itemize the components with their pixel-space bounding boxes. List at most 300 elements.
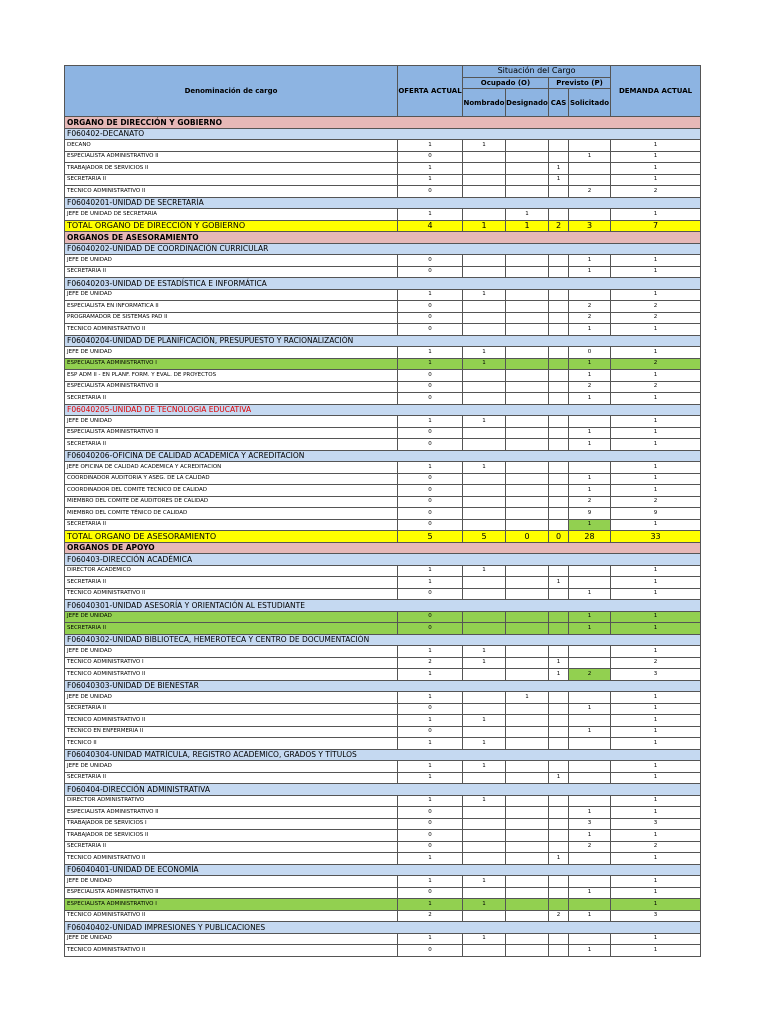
nombrado-cell: 1 bbox=[463, 738, 506, 750]
solicitado-cell: 0 bbox=[569, 347, 611, 359]
table-row bbox=[65, 496, 701, 508]
cas-cell bbox=[549, 945, 569, 957]
demanda-cell: 1 bbox=[611, 370, 701, 382]
designado-cell bbox=[506, 473, 549, 485]
cargo-label: TECNICO ADMINISTRATIVO II bbox=[65, 324, 398, 336]
cargo-label: COORDINADOR DEL COMITE TECNICO DE CALIDAD bbox=[65, 485, 398, 497]
nombrado-cell bbox=[463, 772, 506, 784]
cas-cell: 2 bbox=[549, 910, 569, 922]
table-row bbox=[65, 945, 701, 957]
unit-label: F06040304-UNIDAD MATRÍCULA, REGISTRO ACADÉMICO, GRADOS Y TÍTULOS bbox=[65, 749, 701, 761]
solicitado-cell bbox=[569, 795, 611, 807]
nombrado-cell bbox=[463, 209, 506, 221]
cas-cell bbox=[549, 209, 569, 221]
nombrado-cell bbox=[463, 255, 506, 267]
solicitado-cell: 9 bbox=[569, 508, 611, 520]
unit-label: F060403-DIRECCIÓN ACADÉMICA bbox=[65, 554, 701, 566]
oferta-cell: 1 bbox=[398, 853, 463, 865]
table-row bbox=[65, 312, 701, 324]
oferta-cell: 1 bbox=[398, 462, 463, 474]
header-nombrado: Nombrado bbox=[463, 89, 506, 117]
table-row bbox=[65, 818, 701, 830]
solicitado-cell: 1 bbox=[569, 945, 611, 957]
solicitado-cell: 1 bbox=[569, 427, 611, 439]
oferta-cell: 0 bbox=[398, 324, 463, 336]
nombrado-cell: 1 bbox=[463, 761, 506, 773]
demanda-cell: 1 bbox=[611, 174, 701, 186]
cargo-label: MIEMBRO DEL COMITE DE AUDITORES DE CALIDAD bbox=[65, 496, 398, 508]
nombrado-cell bbox=[463, 611, 506, 623]
solicitado-cell bbox=[569, 209, 611, 221]
nombrado-cell: 1 bbox=[463, 289, 506, 301]
cas-cell bbox=[549, 899, 569, 911]
oferta-cell: 0 bbox=[398, 439, 463, 451]
oferta-cell: 1 bbox=[398, 738, 463, 750]
designado-cell bbox=[506, 163, 549, 175]
solicitado-cell: 1 bbox=[569, 439, 611, 451]
solicitado-cell: 1 bbox=[569, 255, 611, 267]
oferta-cell: 0 bbox=[398, 186, 463, 198]
cargo-label: TECNICO ADMINISTRATIVO II bbox=[65, 588, 398, 600]
nombrado-cell bbox=[463, 186, 506, 198]
designado-cell bbox=[506, 565, 549, 577]
total-row bbox=[65, 531, 701, 543]
solicitado-cell: 1 bbox=[569, 703, 611, 715]
cas-cell: 1 bbox=[549, 772, 569, 784]
solicitado-cell: 1 bbox=[569, 807, 611, 819]
nombrado-cell bbox=[463, 427, 506, 439]
solicitado-cell: 1 bbox=[569, 266, 611, 278]
demanda-cell: 1 bbox=[611, 485, 701, 497]
oferta-cell: 0 bbox=[398, 623, 463, 635]
demanda-cell: 2 bbox=[611, 312, 701, 324]
cargo-label: TECNICO ADMINISTRATIVO II bbox=[65, 715, 398, 727]
solicitado-cell: 28 bbox=[569, 531, 611, 543]
designado-cell bbox=[506, 577, 549, 589]
demanda-cell: 1 bbox=[611, 887, 701, 899]
designado-cell bbox=[506, 899, 549, 911]
solicitado-cell: 1 bbox=[569, 887, 611, 899]
designado-cell bbox=[506, 312, 549, 324]
oferta-cell: 0 bbox=[398, 151, 463, 163]
demanda-cell: 1 bbox=[611, 289, 701, 301]
demanda-cell: 2 bbox=[611, 381, 701, 393]
designado-cell bbox=[506, 140, 549, 152]
cas-cell bbox=[549, 266, 569, 278]
cas-cell: 1 bbox=[549, 163, 569, 175]
cargo-label: SECRETARIA II bbox=[65, 703, 398, 715]
demanda-cell: 1 bbox=[611, 473, 701, 485]
cas-cell bbox=[549, 347, 569, 359]
unit-label: F06040203-UNIDAD DE ESTADÍSTICA E INFORMÁTICA bbox=[65, 278, 701, 290]
cargo-label: ESPECIALISTA EN INFORMATICA II bbox=[65, 301, 398, 313]
cargo-label: ESP ADM II - EN PLANF. FORM. Y EVAL. DE PROYECTOS bbox=[65, 370, 398, 382]
solicitado-cell: 1 bbox=[569, 726, 611, 738]
section-label: ORGANO DE DIRECCIÓN Y GOBIERNO bbox=[65, 117, 701, 129]
section-row bbox=[65, 232, 701, 244]
nombrado-cell bbox=[463, 312, 506, 324]
table-row bbox=[65, 324, 701, 336]
table-row bbox=[65, 841, 701, 853]
cargo-label: JEFE DE UNIDAD bbox=[65, 255, 398, 267]
demanda-cell: 33 bbox=[611, 531, 701, 543]
designado-cell bbox=[506, 266, 549, 278]
demanda-cell: 2 bbox=[611, 496, 701, 508]
cargo-label: COORDINADOR AUDITORIA Y ASEG. DE LA CALIDAD bbox=[65, 473, 398, 485]
designado-cell bbox=[506, 795, 549, 807]
cas-cell bbox=[549, 416, 569, 428]
designado-cell bbox=[506, 887, 549, 899]
nombrado-cell: 1 bbox=[463, 358, 506, 370]
header-previsto: Previsto (P) bbox=[549, 77, 611, 89]
solicitado-cell bbox=[569, 140, 611, 152]
cas-cell: 1 bbox=[549, 657, 569, 669]
cas-cell bbox=[549, 186, 569, 198]
nombrado-cell bbox=[463, 945, 506, 957]
nombrado-cell bbox=[463, 381, 506, 393]
unit-row bbox=[65, 243, 701, 255]
designado-cell bbox=[506, 726, 549, 738]
unit-row bbox=[65, 278, 701, 290]
oferta-cell: 0 bbox=[398, 807, 463, 819]
oferta-cell: 0 bbox=[398, 266, 463, 278]
demanda-cell: 1 bbox=[611, 646, 701, 658]
table-row bbox=[65, 508, 701, 520]
table-row bbox=[65, 301, 701, 313]
demanda-cell: 1 bbox=[611, 715, 701, 727]
header-solicitado: Solicitado bbox=[569, 89, 611, 117]
nombrado-cell bbox=[463, 324, 506, 336]
demanda-cell: 2 bbox=[611, 186, 701, 198]
oferta-cell: 4 bbox=[398, 220, 463, 232]
nombrado-cell bbox=[463, 692, 506, 704]
cas-cell: 1 bbox=[549, 174, 569, 186]
total-row bbox=[65, 220, 701, 232]
demanda-cell: 1 bbox=[611, 853, 701, 865]
cas-cell bbox=[549, 289, 569, 301]
table-row bbox=[65, 565, 701, 577]
oferta-cell: 0 bbox=[398, 841, 463, 853]
oferta-cell: 0 bbox=[398, 393, 463, 405]
oferta-cell: 0 bbox=[398, 588, 463, 600]
designado-cell: 1 bbox=[506, 692, 549, 704]
cas-cell: 1 bbox=[549, 853, 569, 865]
table-row bbox=[65, 473, 701, 485]
nombrado-cell bbox=[463, 887, 506, 899]
unit-row bbox=[65, 197, 701, 209]
designado-cell bbox=[506, 841, 549, 853]
demanda-cell: 1 bbox=[611, 611, 701, 623]
cas-cell bbox=[549, 887, 569, 899]
solicitado-cell bbox=[569, 174, 611, 186]
cas-cell bbox=[549, 565, 569, 577]
designado-cell bbox=[506, 427, 549, 439]
designado-cell bbox=[506, 910, 549, 922]
solicitado-cell bbox=[569, 738, 611, 750]
nombrado-cell bbox=[463, 473, 506, 485]
cargo-label: ESPECIALISTA ADMINISTRATIVO I bbox=[65, 899, 398, 911]
oferta-cell: 1 bbox=[398, 174, 463, 186]
nombrado-cell bbox=[463, 266, 506, 278]
nombrado-cell bbox=[463, 301, 506, 313]
designado-cell bbox=[506, 646, 549, 658]
demanda-cell: 7 bbox=[611, 220, 701, 232]
cas-cell bbox=[549, 807, 569, 819]
oferta-cell: 0 bbox=[398, 611, 463, 623]
cargo-label: TRABAJADOR DE SERVICIOS II bbox=[65, 830, 398, 842]
nombrado-cell bbox=[463, 508, 506, 520]
table-row bbox=[65, 933, 701, 945]
unit-label: F06040301-UNIDAD ASESORÍA Y ORIENTACIÓN AL ESTUDIANTE bbox=[65, 600, 701, 612]
demanda-cell: 3 bbox=[611, 669, 701, 681]
nombrado-cell bbox=[463, 174, 506, 186]
table-row bbox=[65, 186, 701, 198]
table-row bbox=[65, 807, 701, 819]
designado-cell bbox=[506, 508, 549, 520]
table-row bbox=[65, 692, 701, 704]
cargo-label: TECNICO ADMINISTRATIVO II bbox=[65, 669, 398, 681]
demanda-cell: 1 bbox=[611, 945, 701, 957]
cas-cell bbox=[549, 358, 569, 370]
unit-row bbox=[65, 554, 701, 566]
unit-label: F06040201-UNIDAD DE SECRETARÍA bbox=[65, 197, 701, 209]
oferta-cell: 1 bbox=[398, 772, 463, 784]
unit-label: F06040302-UNIDAD BIBLIOTECA, HEMEROTECA Y CENTRO DE DOCUMENTACIÓN bbox=[65, 634, 701, 646]
designado-cell bbox=[506, 370, 549, 382]
nombrado-cell bbox=[463, 669, 506, 681]
cas-cell: 1 bbox=[549, 577, 569, 589]
table-row bbox=[65, 416, 701, 428]
nombrado-cell bbox=[463, 853, 506, 865]
cargo-label: JEFE DE UNIDAD bbox=[65, 289, 398, 301]
designado-cell bbox=[506, 611, 549, 623]
nombrado-cell: 1 bbox=[463, 565, 506, 577]
unit-row bbox=[65, 335, 701, 347]
cas-cell bbox=[549, 876, 569, 888]
solicitado-cell: 1 bbox=[569, 611, 611, 623]
cargo-label: JEFE DE UNIDAD bbox=[65, 611, 398, 623]
nombrado-cell bbox=[463, 519, 506, 531]
designado-cell bbox=[506, 416, 549, 428]
cas-cell: 0 bbox=[549, 531, 569, 543]
nombrado-cell bbox=[463, 818, 506, 830]
solicitado-cell bbox=[569, 761, 611, 773]
cargo-label: TRABAJADOR DE SERVICIOS II bbox=[65, 163, 398, 175]
oferta-cell: 0 bbox=[398, 508, 463, 520]
nombrado-cell: 1 bbox=[463, 876, 506, 888]
cas-cell bbox=[549, 715, 569, 727]
nombrado-cell bbox=[463, 623, 506, 635]
solicitado-cell: 1 bbox=[569, 393, 611, 405]
designado-cell bbox=[506, 738, 549, 750]
oferta-cell: 0 bbox=[398, 427, 463, 439]
cargo-label: ESPECIALISTA ADMINISTRATIVO I bbox=[65, 358, 398, 370]
table-row bbox=[65, 646, 701, 658]
unit-row bbox=[65, 864, 701, 876]
oferta-cell: 5 bbox=[398, 531, 463, 543]
designado-cell bbox=[506, 703, 549, 715]
solicitado-cell: 3 bbox=[569, 220, 611, 232]
table-row bbox=[65, 381, 701, 393]
designado-cell bbox=[506, 830, 549, 842]
table-row bbox=[65, 163, 701, 175]
oferta-cell: 0 bbox=[398, 301, 463, 313]
table-row bbox=[65, 577, 701, 589]
oferta-cell: 0 bbox=[398, 485, 463, 497]
demanda-cell: 1 bbox=[611, 588, 701, 600]
section-row bbox=[65, 542, 701, 554]
oferta-cell: 1 bbox=[398, 876, 463, 888]
demanda-cell: 1 bbox=[611, 807, 701, 819]
cargo-label: SECRETARIA II bbox=[65, 519, 398, 531]
cas-cell bbox=[549, 692, 569, 704]
oferta-cell: 1 bbox=[398, 140, 463, 152]
demanda-cell: 2 bbox=[611, 841, 701, 853]
cas-cell bbox=[549, 393, 569, 405]
unit-row bbox=[65, 128, 701, 140]
unit-row bbox=[65, 634, 701, 646]
demanda-cell: 1 bbox=[611, 255, 701, 267]
demanda-cell: 1 bbox=[611, 462, 701, 474]
cargo-label: ESPECIALISTA ADMINISTRATIVO II bbox=[65, 151, 398, 163]
oferta-cell: 1 bbox=[398, 692, 463, 704]
cargo-label: JEFE DE UNIDAD bbox=[65, 646, 398, 658]
demanda-cell: 1 bbox=[611, 692, 701, 704]
table-row bbox=[65, 887, 701, 899]
oferta-cell: 0 bbox=[398, 519, 463, 531]
designado-cell bbox=[506, 623, 549, 635]
oferta-cell: 1 bbox=[398, 358, 463, 370]
cargo-label: MIEMBRO DEL COMITE TÉNICO DE CALIDAD bbox=[65, 508, 398, 520]
cargo-label: JEFE DE UNIDAD bbox=[65, 761, 398, 773]
solicitado-cell bbox=[569, 565, 611, 577]
designado-cell bbox=[506, 255, 549, 267]
solicitado-cell bbox=[569, 416, 611, 428]
cargo-label: TECNICO ADMINISTRATIVO II bbox=[65, 186, 398, 198]
cas-cell bbox=[549, 830, 569, 842]
demanda-cell: 1 bbox=[611, 347, 701, 359]
designado-cell: 1 bbox=[506, 209, 549, 221]
solicitado-cell bbox=[569, 853, 611, 865]
table-row bbox=[65, 266, 701, 278]
demanda-cell: 1 bbox=[611, 899, 701, 911]
demanda-cell: 1 bbox=[611, 738, 701, 750]
cas-cell bbox=[549, 381, 569, 393]
section-label: ORGANOS DE APOYO bbox=[65, 542, 701, 554]
demanda-cell: 1 bbox=[611, 324, 701, 336]
table-row bbox=[65, 853, 701, 865]
nombrado-cell bbox=[463, 577, 506, 589]
demanda-cell: 1 bbox=[611, 933, 701, 945]
unit-row bbox=[65, 680, 701, 692]
oferta-cell: 0 bbox=[398, 473, 463, 485]
table-row bbox=[65, 358, 701, 370]
nombrado-cell: 1 bbox=[463, 715, 506, 727]
unit-label: F06040401-UNIDAD DE ECONOMÍA bbox=[65, 864, 701, 876]
table-row bbox=[65, 370, 701, 382]
unit-label: F06040204-UNIDAD DE PLANIFICACIÓN, PRESUPUESTO Y RACIONALIZACIÓN bbox=[65, 335, 701, 347]
oferta-cell: 1 bbox=[398, 761, 463, 773]
table-row bbox=[65, 623, 701, 635]
nombrado-cell: 1 bbox=[463, 416, 506, 428]
cargo-label: TECNICO ADMINISTRATIVO I bbox=[65, 657, 398, 669]
header-cas: CAS bbox=[549, 89, 569, 117]
designado-cell bbox=[506, 381, 549, 393]
cargo-label: JEFE DE UNIDAD bbox=[65, 876, 398, 888]
designado-cell bbox=[506, 818, 549, 830]
solicitado-cell: 2 bbox=[569, 496, 611, 508]
cargo-label: TECNICO II bbox=[65, 738, 398, 750]
unit-label: F06040202-UNIDAD DE COORDINACIÓN CURRICULAR bbox=[65, 243, 701, 255]
table-row bbox=[65, 588, 701, 600]
nombrado-cell bbox=[463, 830, 506, 842]
table-row bbox=[65, 611, 701, 623]
header-designado: Designado bbox=[506, 89, 549, 117]
unit-label: F06040402-UNIDAD IMPRESIONES Y PUBLICACIONES bbox=[65, 922, 701, 934]
nombrado-cell: 5 bbox=[463, 531, 506, 543]
solicitado-cell: 1 bbox=[569, 358, 611, 370]
solicitado-cell: 2 bbox=[569, 312, 611, 324]
solicitado-cell: 3 bbox=[569, 818, 611, 830]
nombrado-cell: 1 bbox=[463, 462, 506, 474]
table-row bbox=[65, 761, 701, 773]
demanda-cell: 1 bbox=[611, 151, 701, 163]
cas-cell bbox=[549, 462, 569, 474]
solicitado-cell: 1 bbox=[569, 473, 611, 485]
nombrado-cell bbox=[463, 370, 506, 382]
demanda-cell: 1 bbox=[611, 876, 701, 888]
solicitado-cell: 1 bbox=[569, 324, 611, 336]
nombrado-cell: 1 bbox=[463, 899, 506, 911]
nombrado-cell: 1 bbox=[463, 347, 506, 359]
nombrado-cell bbox=[463, 496, 506, 508]
solicitado-cell: 2 bbox=[569, 841, 611, 853]
nombrado-cell: 1 bbox=[463, 140, 506, 152]
demanda-cell: 3 bbox=[611, 910, 701, 922]
cargo-table bbox=[64, 65, 701, 957]
designado-cell bbox=[506, 174, 549, 186]
table-row bbox=[65, 255, 701, 267]
cargo-label: SECRETARIA II bbox=[65, 841, 398, 853]
unit-row bbox=[65, 450, 701, 462]
demanda-cell: 2 bbox=[611, 657, 701, 669]
cas-cell bbox=[549, 255, 569, 267]
cargo-label: JEFE DE UNIDAD bbox=[65, 347, 398, 359]
cas-cell bbox=[549, 703, 569, 715]
cas-cell: 1 bbox=[549, 669, 569, 681]
table-row bbox=[65, 772, 701, 784]
nombrado-cell: 1 bbox=[463, 220, 506, 232]
solicitado-cell bbox=[569, 876, 611, 888]
designado-cell bbox=[506, 519, 549, 531]
nombrado-cell: 1 bbox=[463, 657, 506, 669]
oferta-cell: 0 bbox=[398, 887, 463, 899]
designado-cell bbox=[506, 588, 549, 600]
cas-cell bbox=[549, 761, 569, 773]
table-row bbox=[65, 657, 701, 669]
cargo-label: PROGRAMADOR DE SISTEMAS PAD II bbox=[65, 312, 398, 324]
cargo-label: SECRETARIA II bbox=[65, 393, 398, 405]
nombrado-cell: 1 bbox=[463, 646, 506, 658]
nombrado-cell: 1 bbox=[463, 933, 506, 945]
demanda-cell: 1 bbox=[611, 565, 701, 577]
cas-cell bbox=[549, 439, 569, 451]
table-row bbox=[65, 347, 701, 359]
designado-cell bbox=[506, 876, 549, 888]
oferta-cell: 1 bbox=[398, 289, 463, 301]
header-oferta: OFERTA ACTUAL bbox=[398, 66, 463, 117]
cargo-label: TOTAL ORGANO DE DIRECCIÓN Y GOBIERNO bbox=[65, 220, 398, 232]
